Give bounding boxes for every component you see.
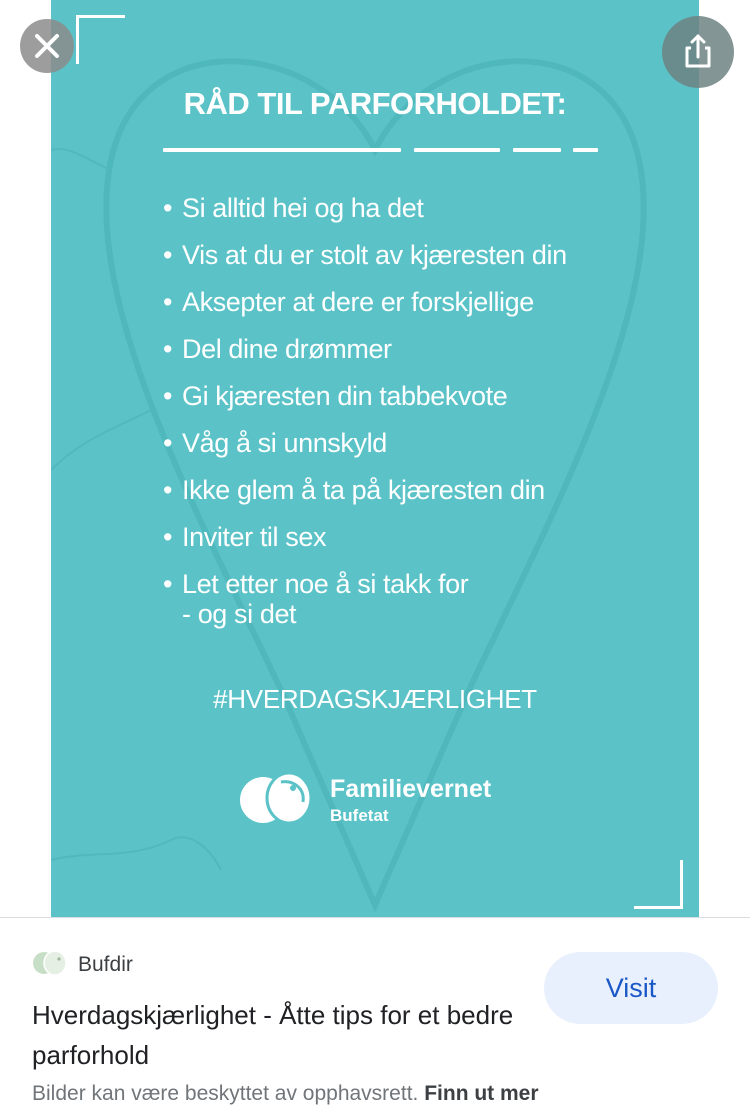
title-underline bbox=[51, 148, 699, 156]
tips-list bbox=[163, 193, 567, 646]
brand-name: Familievernet bbox=[330, 775, 492, 803]
poster-title: RÅD TIL PARFORHOLDET: bbox=[183, 86, 567, 121]
tip-item: • Våg å si unnskyld bbox=[163, 428, 567, 458]
close-icon bbox=[20, 19, 74, 73]
tip-item: • Gi kjæresten din tabbekvote bbox=[163, 381, 567, 411]
share-button[interactable] bbox=[662, 16, 734, 88]
visit-button[interactable]: Visit bbox=[544, 952, 718, 1024]
tip-item: • Si alltid hei og ha det bbox=[163, 193, 567, 223]
tip-item: • Ikke glem å ta på kjæresten din bbox=[163, 475, 567, 505]
familievernet-logo-icon bbox=[239, 770, 315, 826]
tip-item-last bbox=[163, 569, 567, 629]
tip-last-line2: - og si det bbox=[182, 599, 297, 629]
tip-item: • Inviter til sex bbox=[163, 522, 567, 552]
share-icon bbox=[662, 16, 734, 88]
poster-image bbox=[51, 0, 699, 918]
panel-divider bbox=[0, 917, 750, 918]
brand-subtitle: Bufetat bbox=[330, 806, 389, 825]
crop-corner-top-left bbox=[76, 15, 125, 64]
tip-item: • Vis at du er stolt av kjæresten din bbox=[163, 240, 567, 270]
source-name: Bufdir bbox=[78, 953, 133, 976]
tip-last-line1: • Let etter noe å si takk for bbox=[182, 569, 469, 599]
tip-item: • Aksepter at dere er forskjellige bbox=[163, 287, 567, 317]
learn-more-link[interactable]: Finn ut mer bbox=[424, 1082, 539, 1105]
hashtag: #HVERDAGSKJÆRLIGHET bbox=[213, 684, 537, 714]
bufdir-favicon-icon bbox=[32, 950, 68, 976]
crop-corner-bottom-right bbox=[634, 860, 683, 909]
close-button[interactable] bbox=[20, 19, 74, 73]
tip-item: • Del dine drømmer bbox=[163, 334, 567, 364]
result-title-link[interactable]: Hverdagskjærlighet - Åtte tips for et bedre parforhold bbox=[32, 1000, 514, 1070]
copyright-notice bbox=[32, 1082, 539, 1106]
copyright-text: Bilder kan være beskyttet av opphavsrett. bbox=[32, 1082, 419, 1105]
